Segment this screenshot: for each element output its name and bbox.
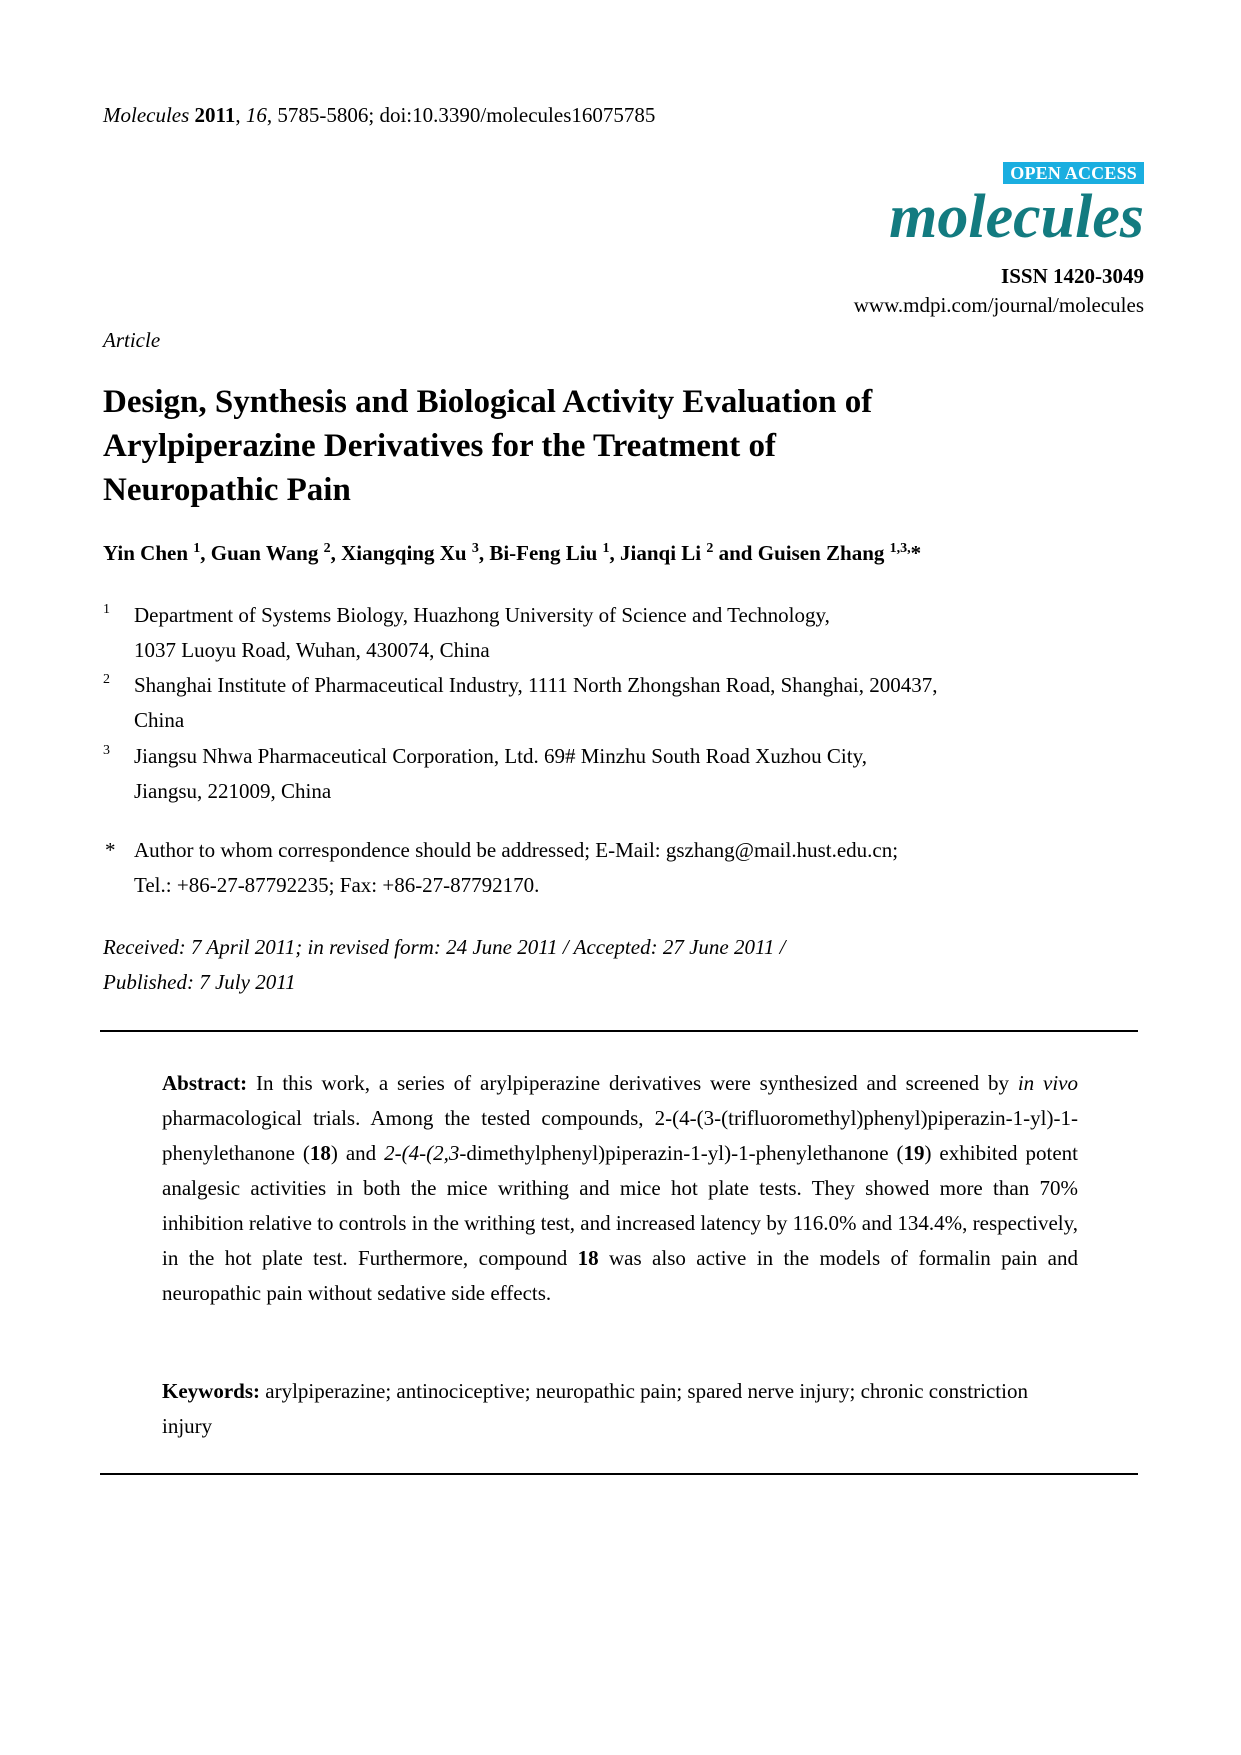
abstract-italic: 2-(4-(2,3 bbox=[384, 1141, 460, 1165]
abstract-top-rule bbox=[100, 1030, 1138, 1032]
abstract-italic: in vivo bbox=[1017, 1071, 1078, 1095]
keywords bbox=[162, 1374, 1078, 1444]
abstract bbox=[162, 1066, 1078, 1311]
affiliation-line: 1037 Luoyu Road, Wuhan, 430074, China bbox=[134, 638, 490, 662]
dates-line-2: Published: 7 July 2011 bbox=[103, 970, 296, 994]
compound-number: 18 bbox=[577, 1246, 599, 1270]
dates-line-1: Received: 7 April 2011; in revised form: 24 June 2011 / Accepted: 27 June 2011 / bbox=[103, 935, 786, 959]
abstract-text: was also active in the models of formalin pain and neuropathic pain without sedative side effects. bbox=[162, 1246, 1078, 1305]
keywords-label: Keywords: bbox=[162, 1379, 260, 1403]
citation-volume: 16 bbox=[245, 103, 267, 127]
author-separator: and bbox=[713, 541, 758, 565]
author-separator: , bbox=[200, 541, 211, 565]
correspondence-star: * bbox=[105, 838, 116, 862]
author-affiliation-sup: 2 bbox=[323, 541, 331, 556]
corresponding-star: * bbox=[910, 541, 922, 565]
affiliation-line: Department of Systems Biology, Huazhong University of Science and Technology, bbox=[134, 603, 830, 627]
author-name: Jianqi Li bbox=[620, 541, 702, 565]
journal-url[interactable]: www.mdpi.com/journal/molecules bbox=[853, 293, 1144, 317]
publication-dates bbox=[103, 930, 786, 1000]
affiliation-number: 3 bbox=[103, 743, 110, 758]
journal-logo: molecules bbox=[889, 183, 1144, 251]
affiliation-number: 1 bbox=[103, 602, 110, 617]
title-line-1: Design, Synthesis and Biological Activity Evaluation of bbox=[103, 384, 873, 420]
correspondence-line: Author to whom correspondence should be addressed; E-Mail: gszhang@mail.hust.edu.cn; bbox=[134, 838, 899, 862]
author-separator: , bbox=[330, 541, 342, 565]
affiliation-line: Jiangsu Nhwa Pharmaceutical Corporation, Ltd. 69# Minzhu South Road Xuzhou City, bbox=[134, 744, 867, 768]
author-separator: , bbox=[609, 541, 620, 565]
affiliation-2 bbox=[103, 668, 1143, 738]
author-affiliation-sup: 1 bbox=[602, 541, 610, 556]
compound-number: 19 bbox=[903, 1141, 925, 1165]
author-name: Guan Wang bbox=[210, 541, 319, 565]
author-separator: , bbox=[478, 541, 490, 565]
affiliation-line: Shanghai Institute of Pharmaceutical Industry, 1111 North Zhongshan Road, Shanghai, 200437, bbox=[134, 673, 938, 697]
abstract-label: Abstract: bbox=[162, 1071, 248, 1095]
title-line-3: Neuropathic Pain bbox=[103, 472, 351, 508]
citation-year: 2011 bbox=[194, 103, 236, 127]
author-name: Yin Chen bbox=[103, 541, 188, 565]
compound-number: 18 bbox=[309, 1141, 331, 1165]
abstract-text: ) and bbox=[330, 1141, 385, 1165]
affiliation-3 bbox=[103, 739, 1143, 809]
author-affiliation-sup: 2 bbox=[706, 541, 714, 556]
journal-name-citation: Molecules bbox=[103, 103, 190, 127]
abstract-text: ) exhibited potent analgesic activities in both the mice writhing and mice hot plate tests. They showed more than 70% inhibition relative to controls in the writhing test, and increased latency by 116.0% and 134.4%, respectively, in the hot plate test. Furthermore, compound bbox=[162, 1141, 1078, 1270]
author-affiliation-sup: 1 bbox=[193, 541, 201, 556]
issn: ISSN 1420-3049 bbox=[1001, 264, 1144, 288]
author-name: Bi-Feng Liu bbox=[489, 541, 598, 565]
affiliation-number: 2 bbox=[103, 672, 110, 687]
open-access-badge: OPEN ACCESS bbox=[1003, 162, 1144, 184]
abstract-text: In this work, a series of arylpiperazine derivatives were synthesized and screened by bbox=[247, 1071, 1018, 1095]
article-title bbox=[103, 380, 1103, 512]
keywords-text: arylpiperazine; antinociceptive; neuropathic pain; spared nerve injury; chronic constriction injury bbox=[162, 1379, 1028, 1438]
affiliation-line: China bbox=[134, 708, 185, 732]
abstract-bottom-rule bbox=[100, 1473, 1138, 1475]
citation-line: Molecules 2011, 16, 5785-5806; doi:10.3390/molecules16075785 bbox=[103, 103, 656, 127]
correspondence bbox=[103, 833, 1143, 903]
author-affiliation-sup: 3 bbox=[471, 541, 479, 556]
abstract-text: pharmacological trials. Among the tested compounds, 2-(4-(3-(trifluoromethyl)phenyl)piperazin-1-yl)-1-phenylethanone ( bbox=[162, 1106, 1078, 1165]
author-affiliation-sup: 1,3, bbox=[889, 541, 911, 556]
author-name: Xiangqing Xu bbox=[341, 541, 467, 565]
author-list bbox=[103, 541, 921, 566]
correspondence-line: Tel.: +86-27-87792235; Fax: +86-27-87792170. bbox=[134, 873, 540, 897]
affiliation-line: Jiangsu, 221009, China bbox=[134, 779, 332, 803]
citation-pages-doi: , 5785-5806; doi:10.3390/molecules16075785 bbox=[266, 103, 656, 127]
article-type: Article bbox=[103, 328, 161, 352]
title-line-2: Arylpiperazine Derivatives for the Treatment of bbox=[103, 428, 776, 464]
author-name: Guisen Zhang bbox=[757, 541, 885, 565]
affiliation-1 bbox=[103, 598, 1143, 668]
abstract-text: -dimethylphenyl)piperazin-1-yl)-1-phenylethanone ( bbox=[459, 1141, 904, 1165]
